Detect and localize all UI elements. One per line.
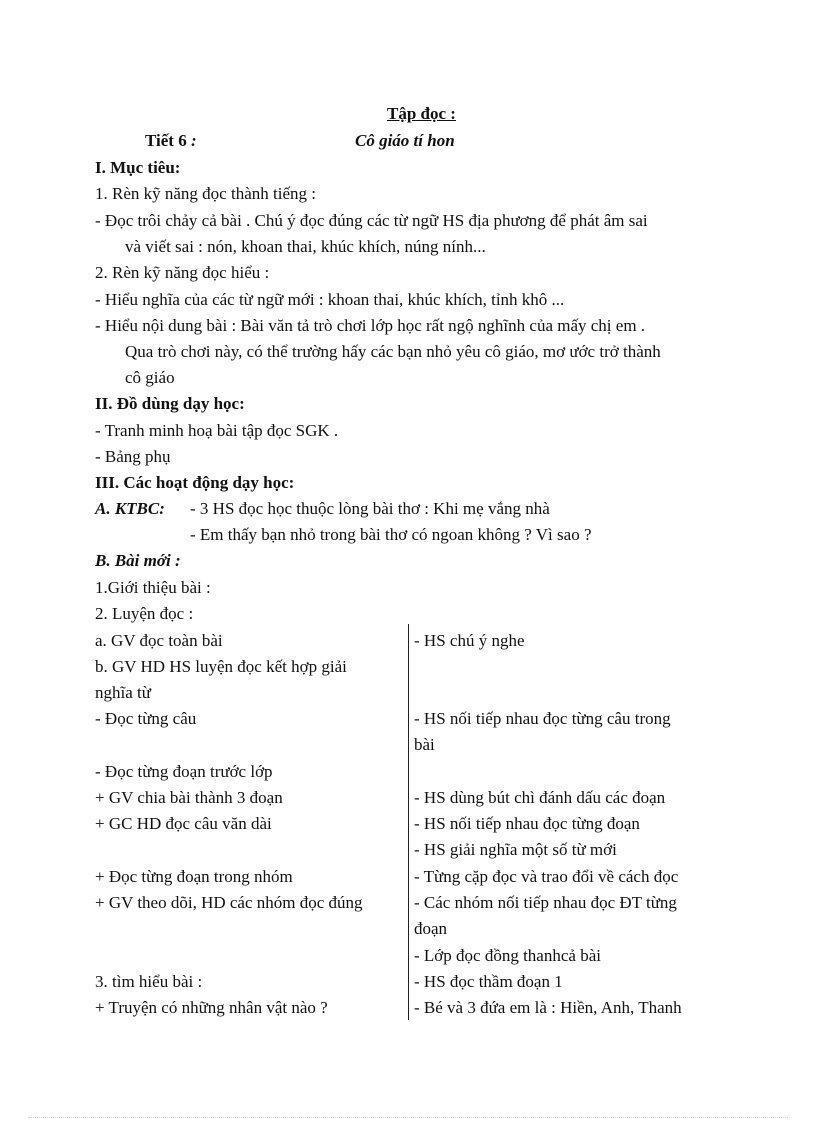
subject-heading: Tập đọc : (387, 104, 456, 123)
section-activities-heading: III. Các hoạt động dạy học: (95, 473, 295, 492)
table-right-row: - HS dùng bút chì đánh dấu các đoạn (414, 788, 666, 807)
period-label (145, 130, 197, 152)
section-materials-heading: II. Đồ dùng dạy học: (95, 394, 245, 413)
section-objectives-heading: I. Mục tiêu: (95, 158, 181, 177)
table-right-row: đoạn (414, 919, 448, 938)
table-column-divider (408, 624, 409, 1020)
objective-2-item-2-line1: - Hiểu nội dung bài : Bài văn tả trò chơi lớp học rất ngộ nghĩnh của mấy chị em . (95, 316, 646, 335)
table-right-row: - Bé và 3 đứa em là : Hiền, Anh, Thanh (414, 998, 682, 1017)
objective-1-heading: 1. Rèn kỹ năng đọc thành tiếng : (95, 184, 316, 203)
table-right-row: - Lớp đọc đồng thanhcả bài (414, 946, 601, 965)
table-right-row: - Các nhóm nối tiếp nhau đọc ĐT từng (414, 893, 677, 912)
new-lesson-heading: B. Bài mới : (95, 551, 181, 570)
table-left-row: a. GV đọc toàn bài (95, 631, 223, 650)
ktbc-line-2: - Em thấy bạn nhỏ trong bài thơ có ngoan không ? Vì sao ? (190, 525, 592, 544)
table-left-row: - Đọc từng đoạn trước lớp (95, 762, 273, 781)
table-left-row: b. GV HD HS luyện đọc kết hợp giải (95, 657, 347, 676)
table-right-row: bài (414, 735, 435, 754)
intro-heading: 1.Giới thiệu bài : (95, 578, 211, 597)
materials-item-1: - Tranh minh hoạ bài tập đọc SGK . (95, 421, 339, 440)
table-right-row: - HS nối tiếp nhau đọc từng đoạn (414, 814, 640, 833)
ktbc-label: A. KTBC: (95, 499, 165, 518)
objective-2-item-1: - Hiểu nghĩa của các từ ngữ mới : khoan thai, khúc khích, tỉnh khô ... (95, 290, 565, 309)
period-colon: : (190, 131, 197, 150)
period-text: Tiết 6 (145, 131, 187, 150)
table-left-row: + GV chia bài thành 3 đoạn (95, 788, 283, 807)
table-left-row: + Đọc từng đoạn trong nhóm (95, 867, 293, 886)
objective-2-heading: 2. Rèn kỹ năng đọc hiểu : (95, 263, 270, 282)
objective-2-item-2-line2: Qua trò chơi này, có thể trường hấy các bạn nhỏ yêu cô giáo, mơ ước trở thành (125, 342, 661, 361)
table-right-row: - HS chú ý nghe (414, 631, 525, 650)
table-right-row: - Từng cặp đọc và trao đổi về cách đọc (414, 867, 679, 886)
objective-1-item-line1: - Đọc trôi chảy cả bài . Chú ý đọc đúng các từ ngữ HS địa phương để phát âm sai (95, 211, 648, 230)
objective-1-item-line2: và viết sai : nón, khoan thai, khúc khích, núng nính... (125, 237, 486, 256)
table-right-row: - HS giải nghĩa một số từ mới (414, 840, 617, 859)
table-left-row: - Đọc từng câu (95, 709, 197, 728)
ktbc-line-1: - 3 HS đọc học thuộc lòng bài thơ : Khi mẹ vắng nhà (190, 499, 550, 518)
table-left-row: nghĩa từ (95, 683, 151, 702)
table-left-row: + GC HD đọc câu văn dài (95, 814, 272, 833)
practice-heading: 2. Luyện đọc : (95, 604, 194, 623)
objective-2-item-2-line3: cô giáo (125, 368, 175, 387)
table-left-row: + Truyện có những nhân vật nào ? (95, 998, 328, 1017)
table-right-row: - HS đọc thầm đoạn 1 (414, 972, 563, 991)
materials-item-2: - Bảng phụ (95, 447, 171, 466)
lesson-title: Cô giáo tí hon (355, 131, 455, 150)
table-right-row: - HS nối tiếp nhau đọc từng câu trong (414, 709, 671, 728)
page-bottom-rule (28, 1117, 788, 1118)
table-left-row: 3. tìm hiểu bài : (95, 972, 203, 991)
table-left-row: + GV theo dõi, HD các nhóm đọc đúng (95, 893, 363, 912)
